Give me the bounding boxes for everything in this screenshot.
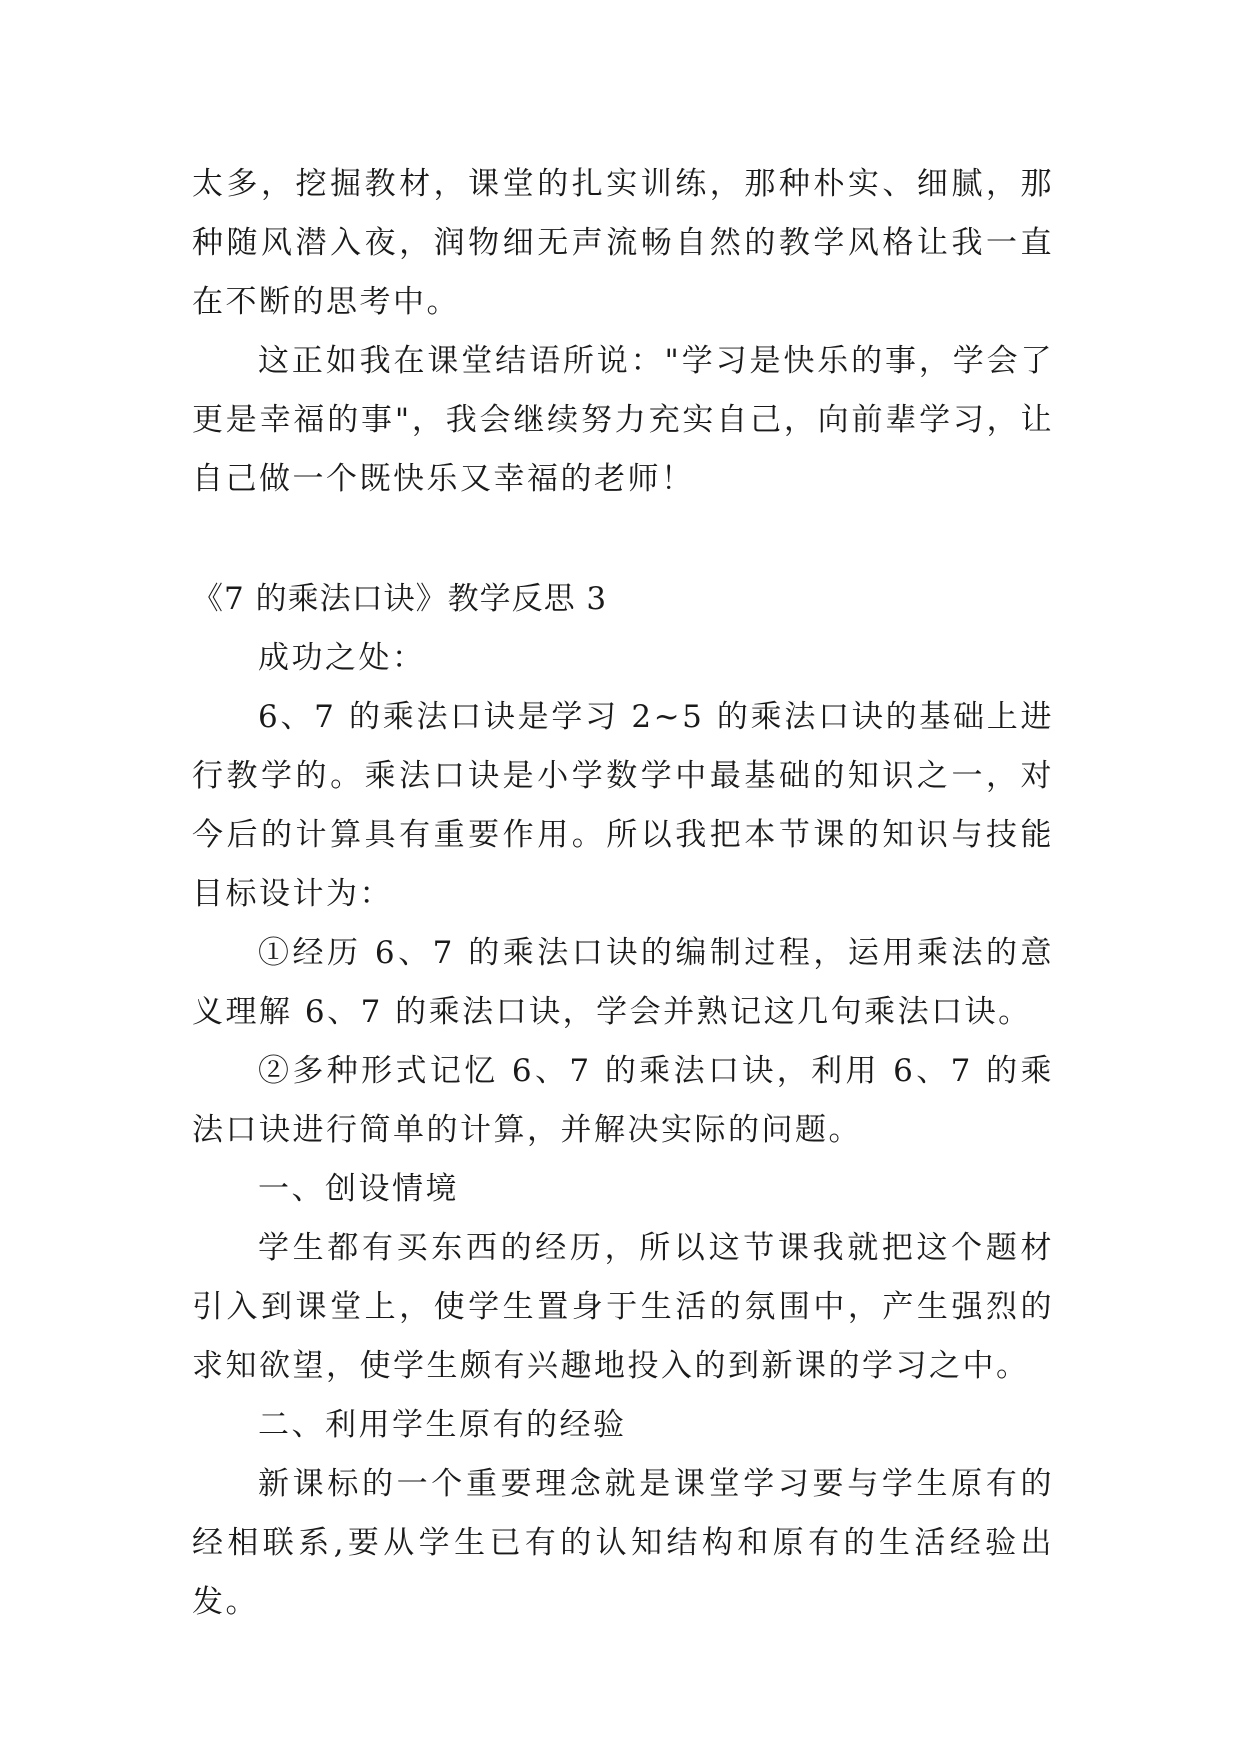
paragraph-situation: 学生都有买东西的经历，所以这节课我就把这个题材引入到课堂上，使学生置身于生活的氛围中，产生强烈的求知欲望，使学生颇有兴趣地投入的到新课的学习之中。 xyxy=(192,1230,1054,1384)
paragraph-success-heading: 成功之处： xyxy=(258,640,426,676)
section-title: 《7 的乘法口诀》教学反思 3 xyxy=(192,581,608,617)
paragraph-continuation: 太多，挖掘教材，课堂的扎实训练，那种朴实、细腻，那种随风潜入夜，润物细无声流畅自然的教学风格让我一直在不断的思考中。 xyxy=(192,166,1054,320)
document-body xyxy=(192,155,1054,1632)
paragraph-intro: 6、7 的乘法口诀是学习 2~5 的乘法口诀的基础上进行教学的。乘法口诀是小学数学中最基础的知识之一，对今后的计算具有重要作用。所以我把本节课的知识与技能目标设计为： xyxy=(192,699,1054,912)
paragraph-goal-1: ①经历 6、7 的乘法口诀的编制过程，运用乘法的意义理解 6、7 的乘法口诀，学会并熟记这几句乘法口诀。 xyxy=(192,935,1054,1030)
paragraph-prior-experience: 新课标的一个重要理念就是课堂学习要与学生原有的经相联系,要从学生已有的认知结构和原有的生活经验出发。 xyxy=(192,1466,1054,1620)
paragraph-closing-remark: 这正如我在课堂结语所说："学习是快乐的事，学会了更是幸福的事"，我会继续努力充实自己，向前辈学习，让自己做一个既快乐又幸福的老师！ xyxy=(192,343,1054,497)
subheading-prior-experience: 二、利用学生原有的经验 xyxy=(258,1407,627,1443)
subheading-create-situation: 一、创设情境 xyxy=(258,1171,459,1207)
paragraph-goal-2: ②多种形式记忆 6、7 的乘法口诀，利用 6、7 的乘法口诀进行简单的计算，并解决实际的问题。 xyxy=(192,1053,1054,1148)
section-spacer xyxy=(192,509,1054,570)
